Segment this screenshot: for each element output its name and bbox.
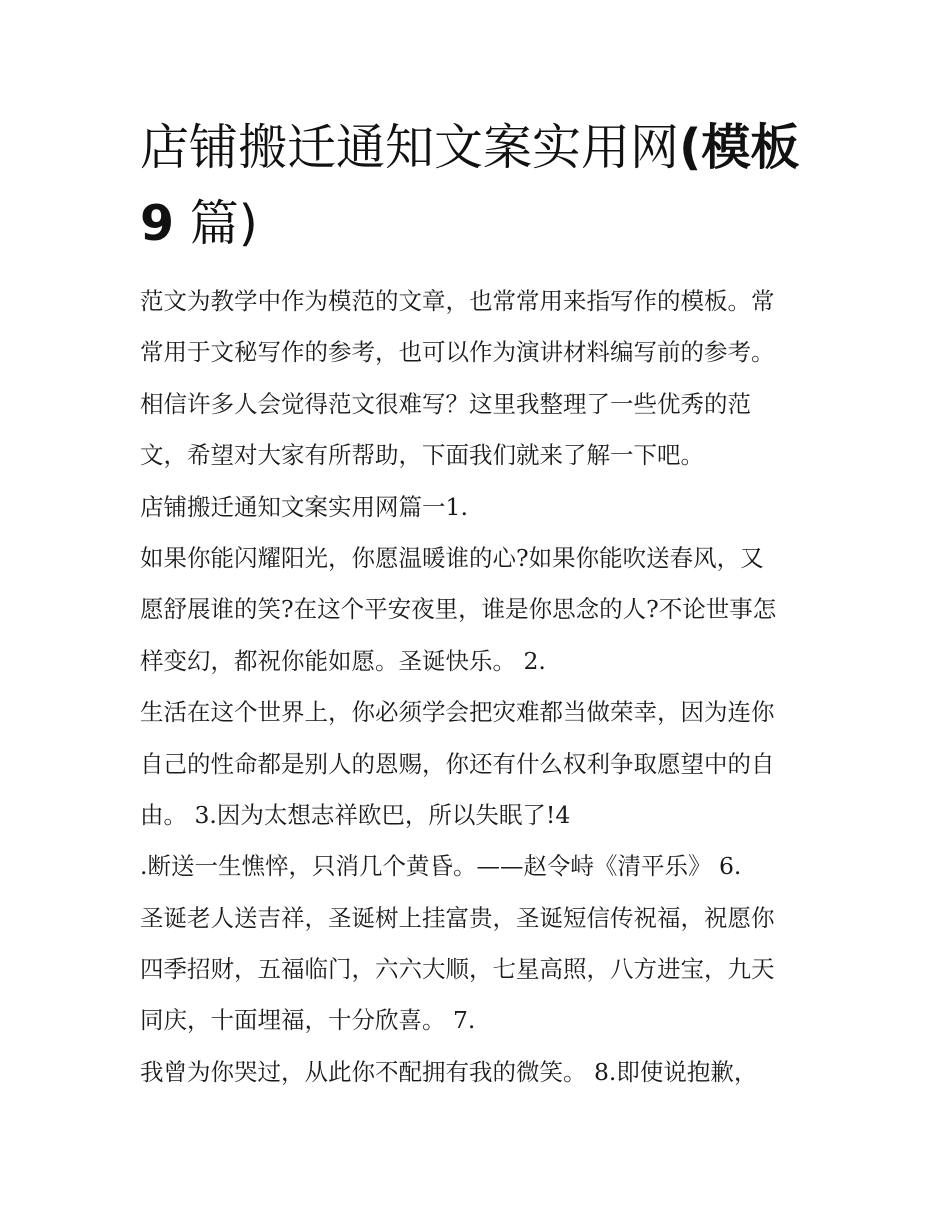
body-line: 四季招财，五福临门，六六大顺，七星高照，八方进宝，九天 (140, 955, 775, 984)
body-line: 范文为教学中作为模范的文章，也常常用来指写作的模板。常 (140, 287, 775, 315)
body-line: 如果你能闪耀阳光，你愿温暖谁的心?如果你能吹送春风，又 (140, 543, 764, 572)
body-line: .断送一生憔悴，只消几个黄昏。——赵令峙《清平乐》 6. (140, 852, 742, 881)
body-line: 愿舒展谁的笑?在这个平安夜里，谁是你思念的人?不论世事怎 (140, 595, 777, 624)
title-text-suffix: 篇) (189, 195, 258, 252)
body-line: 我曾为你哭过，从此你不配拥有我的微笑。 8.即使说抱歉， (140, 1057, 758, 1086)
body-line: 自己的性命都是别人的恩赐，你还有什么权利争取愿望中的自 (140, 749, 775, 778)
document-title (140, 110, 820, 262)
body-line: 文，希望对大家有所帮助，下面我们就来了解一下吧。 (140, 441, 704, 470)
body-line: 相信许多人会觉得范文很难写？这里我整理了一些优秀的范 (140, 389, 751, 418)
section-heading: 店铺搬迁通知文案实用网篇一1. (140, 492, 468, 521)
body-line: 由。 3.因为太想志祥欧巴，所以失眠了!4 (140, 800, 571, 829)
body-line: 同庆，十面埋福，十分欣喜。 7. (140, 1006, 476, 1035)
body-line: 生活在这个世界上，你必须学会把灾难都当做荣幸，因为连你 (140, 698, 775, 727)
title-text-paren: (模板 (679, 119, 800, 176)
body-line: 常用于文秘写作的参考，也可以作为演讲材料编写前的参考。 (140, 338, 775, 367)
title-text-number: 9 (140, 195, 175, 252)
document-body (140, 279, 840, 1101)
body-line: 圣诞老人送吉祥，圣诞树上挂富贵，圣诞短信传祝福，祝愿你 (140, 903, 775, 932)
body-line: 样变幻，都祝你能如愿。圣诞快乐。 2. (140, 646, 546, 675)
title-text-main: 店铺搬迁通知文案实用网 (140, 119, 680, 176)
